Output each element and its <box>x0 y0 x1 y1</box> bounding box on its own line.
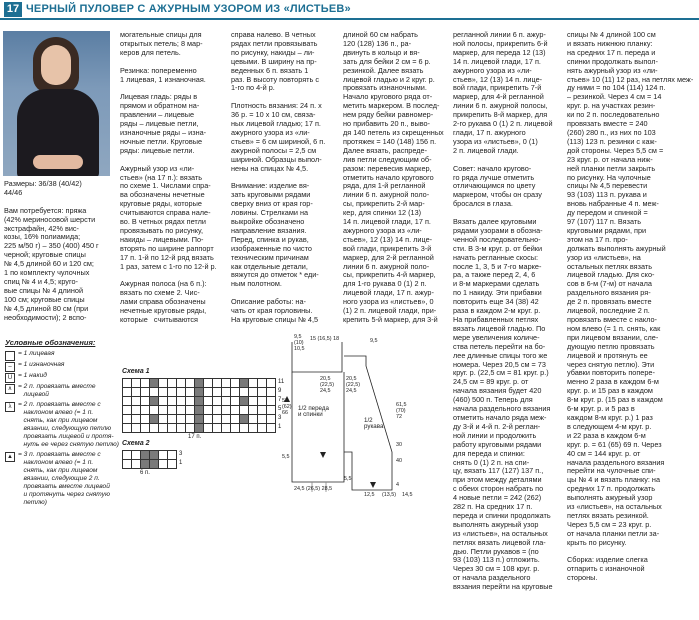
chart-cell <box>141 379 150 388</box>
chart-cell <box>213 406 222 415</box>
chart-cell <box>240 415 249 424</box>
chart-cell <box>150 397 159 406</box>
sk2p-symbol-icon: ▲ <box>5 452 15 462</box>
dim-label: 9,5 <box>370 338 378 344</box>
chart-cell <box>258 379 267 388</box>
chart-cell <box>195 388 204 397</box>
chart-cell <box>123 388 132 397</box>
chart-cell <box>150 451 159 460</box>
legend-row: ▲ = 3 п. провязать вместе с наклоном влево (= 1 п. снять, как при лицевом вязании, следующие 2 п. провязать вместе лицевой и протянуть через снятую петлю) <box>5 451 115 509</box>
chart-cell <box>132 424 141 433</box>
chart-cell <box>204 424 213 433</box>
scheme-2-width: 6 п. <box>140 470 150 476</box>
k2tog-symbol-icon: ∧ <box>5 384 15 394</box>
chart-cell <box>141 397 150 406</box>
chart-cell <box>123 460 132 469</box>
chart-cell <box>141 388 150 397</box>
dim-label: 4 <box>396 482 399 488</box>
chart-cell <box>267 388 276 397</box>
model-photo <box>3 31 110 176</box>
chart-cell <box>267 379 276 388</box>
chart-cell <box>231 424 240 433</box>
chart-cell <box>123 451 132 460</box>
chart-cell <box>213 424 222 433</box>
chart-cell <box>159 406 168 415</box>
column-gauge: справа налево. В четных рядах петли провязывать по рисунку, накиды – ли- цевыми. В ширину на пр- веденных 6 п. вязать 1 раз. В высоту повторять с 1-го по 4-й р. Плотность вязания: 24 п. х 36 р. = 10 х 10 см, связа- ных лицевой гладью; 17 п. ажурного узора из «ли- стьев» = 6 см шириной, 6 п. ажурной полосы = 2,5 см шириной. Образцы выпол- нены на спицах № 4,5. Внимание: изделие вя- зать круговыми рядами сверху вниз от края гор- ловины. Стрелками на выкройке обозначено направление вязания. Перед, спинка и рукав, изображенные по чисто техническим причинам как отдельные детали, вяжутся до отметок * еди- ным полотном. Описание работы: на- чать от края горловины. На круговые спицы № 4,5 <box>231 30 326 324</box>
scheme-1-grid <box>122 378 276 433</box>
legend-title: Условные обозначения: <box>5 338 96 347</box>
direction-arrow-icon <box>320 452 326 458</box>
scheme-1-row-numbers: 11 9 7 5 3 1 <box>278 379 285 430</box>
chart-cell <box>168 406 177 415</box>
sleeve-label: 1/2 рукава <box>364 417 384 430</box>
chart-cell <box>195 424 204 433</box>
dim-label: 12,5 <box>364 492 375 498</box>
chart-cell <box>168 451 177 460</box>
chart-cell <box>267 397 276 406</box>
legend-row: U = 1 накид <box>5 372 115 383</box>
chart-cell <box>159 424 168 433</box>
chart-cell <box>231 415 240 424</box>
dim-label: 14,5 <box>402 492 413 498</box>
dim-label: 10,5 <box>294 346 305 352</box>
front-back-label: 1/2 переда и спинки <box>298 405 329 418</box>
chart-cell <box>267 424 276 433</box>
chart-cell <box>249 415 258 424</box>
chart-cell <box>195 415 204 424</box>
chart-cell <box>258 415 267 424</box>
column-materials: Размеры: 36/38 (40/42) 44/46 Вам потребуется: пряжа (42% мериносовой шерсти экстрафайн, 42% вис- козы, 16% полиамида; 225 м/50 г) – 350 (400) 450 г черной; круговые спицы № 4,5 длиной 60 и 120 см; 1 по комплекту чулочных спиц № 4 и 4,5; круго- вые спицы № 4 длиной 100 см; круговые спицы № 4,5 длиной 80 см (при необходимости); 2 вспо- <box>4 179 99 322</box>
chart-cell <box>141 424 150 433</box>
chart-cell <box>186 379 195 388</box>
scheme-2-grid <box>122 450 177 469</box>
chart-cell <box>231 397 240 406</box>
chart-cell <box>249 397 258 406</box>
photo-face <box>41 45 71 85</box>
dim-label: (13,5) <box>382 492 397 498</box>
pattern-schematic <box>282 332 422 502</box>
chart-cell <box>186 388 195 397</box>
scheme-2-title: Схема 2 <box>122 440 150 447</box>
chart-cell <box>240 388 249 397</box>
photo-hands <box>33 155 83 169</box>
chart-cell <box>123 379 132 388</box>
dim-label: 58 <box>282 398 288 404</box>
chart-cell <box>213 397 222 406</box>
chart-cell <box>168 379 177 388</box>
chart-cell <box>177 379 186 388</box>
chart-cell <box>222 397 231 406</box>
dim-label: 24,5 <box>346 388 357 394</box>
dim-label: 5,5 <box>344 476 352 482</box>
chart-cell <box>249 379 258 388</box>
yarn-over-symbol-icon: U <box>5 373 15 383</box>
chart-cell <box>213 388 222 397</box>
dim-label: 24,5 <box>320 388 331 394</box>
chart-cell <box>240 406 249 415</box>
page-title: ЧЕРНЫЙ ПУЛОВЕР С АЖУРНЫМ УЗОРОМ ИЗ «ЛИСТЬЕВ» <box>26 3 351 15</box>
chart-cell <box>258 424 267 433</box>
column-work-1: длиной 60 см набрать 120 (128) 136 п., ра- двинуть в кольцо и вя- зать для бейки 2 см = 6 р. резинкой. Далее вязать лицевой гладью и 2 круг. р. провязать изнаночными. Начало кругового ряда от- метить маркером. В послед- нем ряду бейки равномер- но прибавить 20 п., выво- дя 140 петель из скрещенных протяжек = 140 (148) 156 п. Далее вязать, распреде- лив петли следующим об- разом: перевесив маркер, отметить начало кругового ряда, для 1-й регланной линии 6 п. ажурной поло- сы, прикрепить 2-й мар- кер, для спинки 12 (13) 14 п. лицевой глади, 17 п. ажурного узора из «ли- стьев», 12 (13) 14 п. лице- вой глади, прикрепить 3-й маркер, для 2-й регланной линии 6 п. ажурной поло- сы, прикрепить 4-й маркер, для 1-го рукава 0 (1) 2 п. лицевой глади, 17 п. ажур- ного узора из «листьев», 0 (1) 2 п. лицевой глади, при- крепить 5-й маркер, для 3-й <box>343 30 444 324</box>
chart-cell <box>132 460 141 469</box>
chart-cell <box>195 379 204 388</box>
chart-cell <box>159 388 168 397</box>
chart-cell <box>123 424 132 433</box>
chart-cell <box>186 406 195 415</box>
chart-cell <box>159 415 168 424</box>
purl-symbol-icon: – <box>5 362 15 372</box>
dim-label: 20,5 <box>320 376 331 382</box>
column-work-3: спицы № 4 длиной 100 см и вязать нижнюю планку: на средних 17 п. переда и спинки продолжать выпол- нять ажурный узор из «ли- стьев» 10 (11) 12 раз, на петлях меж- ду ними = по 104 (114) 124 п. – резинкой. Через 4 см = 14 круг. р. на участках резин- ки по 2 п. последовательно провязать вместе = 240 (260) 280 п., из них по 103 (113) 123 п. резинки с каж- дой стороны. Через 5,5 см = 23 круг. р. от начала ниж- ней планки петли закрыть по рисунку. На чулочные спицы № 4,5 перевести 93 (103) 113 п. рукава и вновь набранные 4 п. меж- ду передом и спинкой = 97 (107) 117 п. Вязать круговыми рядами, при этом на 17 п. про- должать выполнять ажурный узор из «листьев», на остальных петлях вязать лицевой гладью. Для ско- сов в 6-м (7-м) от начала раздельного вязания ря- де 2 п. провязать вместе лицевой, последние 2 п. провязать вместе с накло- ном влево (= 1 п. снять, как при лицевом вязании, сле- дующую петлю провязать лицевой и протянуть ее через снятую петлю). Эти убавки повторить попере- менно 2 раза в каждом 6-м круг. р. и 15 раз в каждом 8-м круг. р. (15 раз в каждом 6-м круг. р. и 5 раз в каждом 8-м круг. р.) 1 раз в следующем 4-м круг. р. и 22 раза в каждом 6-м круг. р. = 61 (65) 69 п. Через 40 см = 144 круг. р. от начала раздельного вязания перейти на чулочные спи- цы № 4 и вязать планку: на средних 17 п. продолжать выполнять ажурный узор из «листьев», на остальных петлях вязать резинкой. Через 5,5 см = 23 круг. р. от начала планки петли за- крыть по рисунку. Сборка: изделие слегка отпарить с изнаночной стороны. <box>567 30 694 583</box>
chart-cell <box>186 424 195 433</box>
chart-cell <box>249 424 258 433</box>
header-rule <box>0 18 699 20</box>
legend-row: – = 1 изнаночная <box>5 361 115 372</box>
dim-label: 61,5 <box>396 402 407 408</box>
scheme-1-title: Схема 1 <box>122 368 150 375</box>
chart-cell <box>177 397 186 406</box>
chart-cell <box>222 406 231 415</box>
chart-cell <box>123 406 132 415</box>
chart-cell <box>159 379 168 388</box>
chart-cell <box>132 397 141 406</box>
chart-cell <box>159 451 168 460</box>
chart-cell <box>186 415 195 424</box>
chart-cell <box>204 379 213 388</box>
chart-cell <box>204 388 213 397</box>
column-patterns: могательные спицы для открытых петель; 8 мар- керов для петель. Резинка: попеременно 1 лицевая, 1 изнаночная. Лицевая гладь: ряды в прямом и обратном на- правлении – лицевые ряды – лицевые петли, изнаночные ряды – изна- ночные петли. Круговые ряды: лицевые петли. Ажурный узор из «ли- стьев» (на 17 п.): вязать по схеме 1. Числами спра- ва обозначены нечетные круговые ряды, которые считываются справа нале- во. В четных рядах петли провязывать по рисунку, накиды – лицевыми. По- вторять по ширине раппорт 17 п. 1-й по 12-й ряд вязать 1 раз, затем с 1-го по 12-й р. Ажурная полоса (на 6 п.): вязать по схеме 2. Чис- лами справа обозначены нечетные круговые ряды, которые считываются <box>120 30 217 324</box>
chart-cell <box>168 397 177 406</box>
scheme-1-width: 17 п. <box>188 434 202 440</box>
chart-cell <box>132 415 141 424</box>
dim-label: (62) <box>282 404 292 410</box>
chart-cell <box>258 406 267 415</box>
chart-cell <box>150 406 159 415</box>
chart-cell <box>231 406 240 415</box>
chart-cell <box>159 397 168 406</box>
chart-cell <box>195 397 204 406</box>
chart-cell <box>231 388 240 397</box>
chart-cell <box>177 424 186 433</box>
dim-label: (70) <box>396 408 406 414</box>
chart-cell <box>168 424 177 433</box>
chart-cell <box>267 406 276 415</box>
dim-label: (22,5) <box>320 382 335 388</box>
dim-label: (10) <box>294 340 304 346</box>
chart-cell <box>222 388 231 397</box>
chart-cell <box>177 415 186 424</box>
chart-cell <box>132 388 141 397</box>
dim-label: 66 <box>282 410 288 416</box>
chart-cell <box>204 406 213 415</box>
chart-cell <box>249 406 258 415</box>
dim-label: 72 <box>396 414 402 420</box>
legend-row: = 1 лицевая <box>5 350 115 361</box>
chart-cell <box>159 460 168 469</box>
dim-label: (22,5) <box>346 382 361 388</box>
dim-label: 15 (16,5) 18 <box>310 336 340 342</box>
knit-symbol-icon <box>5 351 15 361</box>
chart-cell <box>195 406 204 415</box>
chart-cell <box>204 415 213 424</box>
chart-cell <box>222 424 231 433</box>
dim-label: 20,5 <box>346 376 357 382</box>
dim-label: 9,5 <box>294 334 302 340</box>
scheme-2-row-numbers: 3 1 <box>179 451 183 466</box>
chart-cell <box>132 406 141 415</box>
chart-cell <box>249 388 258 397</box>
chart-cell <box>267 415 276 424</box>
chart-cell <box>168 415 177 424</box>
dim-label: 5,5 <box>282 454 290 460</box>
chart-cell <box>177 406 186 415</box>
legend-row: λ = 2 п. провязать вместе с наклоном влево (= 1 п. снять, как при лицевом вязании, следующую петлю провязать лицевой и протя- нуть ее через снятую петлю) <box>5 401 115 451</box>
front-body-outline <box>292 372 344 482</box>
chart-cell <box>222 415 231 424</box>
chart-cell <box>150 460 159 469</box>
chart-cell <box>177 388 186 397</box>
chart-cell <box>150 379 159 388</box>
chart-cell <box>258 397 267 406</box>
chart-cell <box>150 388 159 397</box>
chart-cell <box>132 451 141 460</box>
chart-cell <box>204 397 213 406</box>
page-number: 17 <box>4 2 22 17</box>
chart-cell <box>213 379 222 388</box>
chart-cell <box>141 406 150 415</box>
chart-cell <box>222 379 231 388</box>
dim-label: 30 <box>396 442 402 448</box>
chart-cell <box>141 451 150 460</box>
chart-cell <box>258 388 267 397</box>
chart-cell <box>150 415 159 424</box>
chart-cell <box>231 379 240 388</box>
chart-cell <box>141 415 150 424</box>
chart-cell <box>168 388 177 397</box>
chart-cell <box>132 379 141 388</box>
dim-label: 24,5 (26,5) 28,5 <box>294 486 333 492</box>
chart-cell <box>123 397 132 406</box>
chart-cell <box>240 379 249 388</box>
chart-cell <box>240 397 249 406</box>
direction-arrow-icon <box>370 482 376 488</box>
legend-row: ∧ = 2 п. провязать вместе лицевой <box>5 383 115 401</box>
symbol-legend <box>5 338 119 509</box>
chart-cell <box>123 415 132 424</box>
chart-cell <box>150 424 159 433</box>
chart-cell <box>186 397 195 406</box>
dim-label: 40 <box>396 458 402 464</box>
chart-cell <box>168 460 177 469</box>
column-work-2: регланной линии 6 п. ажур- ной полосы, прикрепить 6-й маркер, для переда 12 (13) 14 п. лицевой глади, 17 п. ажурного узора из «ли- стьев», 12 (13) 14 п. лице- вой глади, прикрепить 7-й маркер, для 4-й регланной линии 6 п. ажурной полосы, прикрепить 8-й маркер, для 2-го рукава 0 (1) 2 п. лицевой глади, 17 п. ажурного узора из «листьев», 0 (1) 2 п. лицевой глади. Совет: начало кругово- го ряда лучше отметить отличающимся по цвету маркером, чтобы он сразу бросался в глаза. Вязать далее круговыми рядами узорами в обозна- ченной последовательно- сти. В 3-м круг. р. от бейки начать регланные скосы: после 1, 3, 5 и 7-го марке- ра, а также перед 2, 4, 6 и 8-м маркерами сделать по 1 накиду. Эти прибавки повторить еще 34 (38) 42 раза в каждом 2-м круг. р. На прибавленных петлях вязать лицевой гладью. По мере увеличения количе- ства петель перейти на бо- лее длинные спицы того же номера. Через 20,5 см = 73 круг. р. (22,5 см = 81 круг. р.) 24,5 см = 89 круг. р. от начала вязания будет 420 (460) 500 п. Теперь для начала раздельного вязания отметить начало ряда меж- ду 3-й и 4-й п. 2-й реглан- ной линии и продолжить работу круговыми рядами для переда и спинки: снять 0 (1) 2 п. на спи- цу, вязать 117 (127) 137 п., при этом между деталями с обеих сторон набрать по 4 новые петли = 242 (262) 282 п. На средних 17 п. переда и спинки продолжать выполнять ажурный узор из «листьев», на остальных петлях вязать лицевой гла- дью. Петли рукавов = (по 93 (103) 113 п.) отложить. Через 30 см = 108 круг. р. от начала раздельного вязания перейти на круговые <box>453 30 553 592</box>
chart-cell <box>240 424 249 433</box>
chart-cell <box>213 415 222 424</box>
chart-cell <box>141 460 150 469</box>
ssk-symbol-icon: λ <box>5 402 15 412</box>
header <box>0 0 699 20</box>
